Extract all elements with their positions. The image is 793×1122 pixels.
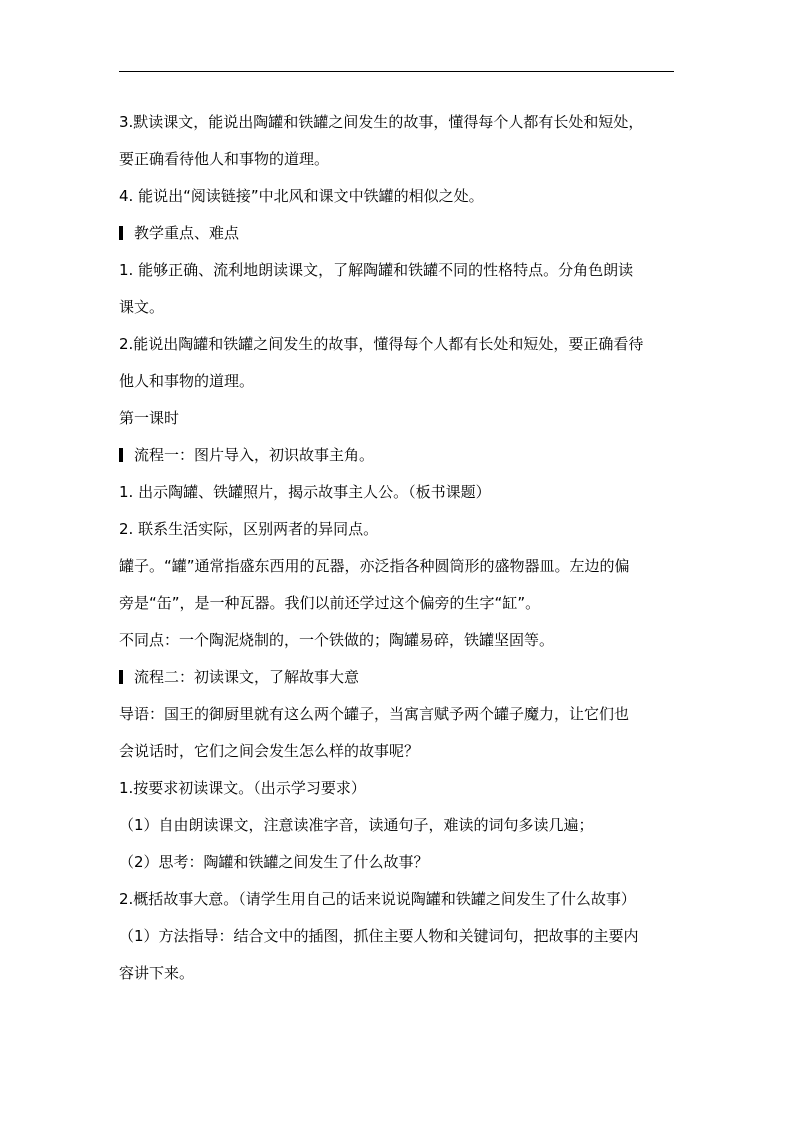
header-rule [119, 71, 674, 72]
text-line [119, 289, 679, 326]
text-line [119, 696, 679, 733]
text-line [119, 326, 679, 363]
text-line [119, 474, 679, 511]
text-line-content: 1. 出示陶罐、铁罐照片，揭示故事主人公。（板书课题） [119, 483, 491, 501]
text-line [119, 511, 679, 548]
text-line-content: 导语：国王的御厨里就有这么两个罐子，当寓言赋予两个罐子魔力，让它们也 [119, 705, 630, 723]
heading-marker-icon [119, 226, 123, 240]
text-line-content: 2.能说出陶罐和铁罐之间发生的故事，懂得每个人都有长处和短处，要正确看待 [119, 335, 644, 353]
text-line [119, 104, 679, 141]
text-line-content: 2. 联系生活实际，区别两者的异同点。 [119, 520, 379, 538]
heading-marker-icon [119, 448, 123, 462]
text-line-content: 2.概括故事大意。（请学生用自己的话来说说陶罐和铁罐之间发生了什么故事） [119, 890, 636, 908]
text-line-content: 第一课时 [119, 409, 180, 427]
text-line [119, 548, 679, 585]
text-line-content: （2）思考：陶罐和铁罐之间发生了什么故事？ [119, 853, 429, 871]
text-line [119, 918, 679, 955]
text-line-content: 他人和事物的道理。 [119, 372, 255, 390]
section-heading [119, 659, 679, 696]
text-line-content: （1）方法指导：结合文中的插图，抓住主要人物和关键词句，把故事的主要内 [119, 927, 639, 945]
text-line [119, 733, 679, 770]
text-line-content: 不同点：一个陶泥烧制的，一个铁做的；陶罐易碎，铁罐坚固等。 [119, 631, 555, 649]
text-line [119, 141, 679, 178]
text-line [119, 363, 679, 400]
section-heading-text: 流程二：初读课文，了解故事大意 [134, 668, 360, 686]
text-line-content: 4. 能说出“阅读链接”中北风和课文中铁罐的相似之处。 [119, 187, 484, 205]
text-line [119, 844, 679, 881]
text-line-content: （1）自由朗读课文，注意读准字音，读通句子，难读的词句多读几遍； [119, 816, 594, 834]
heading-marker-icon [119, 670, 123, 684]
text-line [119, 807, 679, 844]
text-line-content: 容讲下来。 [119, 964, 195, 982]
text-line [119, 400, 679, 437]
text-line-content: 3.默读课文，能说出陶罐和铁罐之间发生的故事，懂得每个人都有长处和短处， [119, 113, 644, 131]
text-line [119, 178, 679, 215]
text-line-content: 会说话时，它们之间会发生怎么样的故事呢？ [119, 742, 420, 760]
section-heading [119, 437, 679, 474]
document-body [119, 104, 679, 992]
text-line [119, 955, 679, 992]
section-heading-text: 教学重点、难点 [134, 224, 240, 242]
text-line-content: 1. 能够正确、流利地朗读课文，了解陶罐和铁罐不同的性格特点。分角色朗读 [119, 261, 634, 279]
text-line [119, 252, 679, 289]
section-heading-text: 流程一：图片导入，初识故事主角。 [134, 446, 375, 464]
text-line [119, 585, 679, 622]
text-line-content: 罐子。“罐”通常指盛东西用的瓦器，亦泛指各种圆筒形的盛物器皿。左边的偏 [119, 557, 630, 575]
text-line-content: 要正确看待他人和事物的道理。 [119, 150, 330, 168]
text-line-content: 课文。 [119, 298, 165, 316]
text-line [119, 622, 679, 659]
section-heading [119, 215, 679, 252]
text-line-content: 1.按要求初读课文。（出示学习要求） [119, 779, 366, 797]
text-line-content: 旁是“缶”，是一种瓦器。我们以前还学过这个偏旁的生字“缸”。 [119, 594, 541, 612]
text-line [119, 770, 679, 807]
text-line [119, 881, 679, 918]
